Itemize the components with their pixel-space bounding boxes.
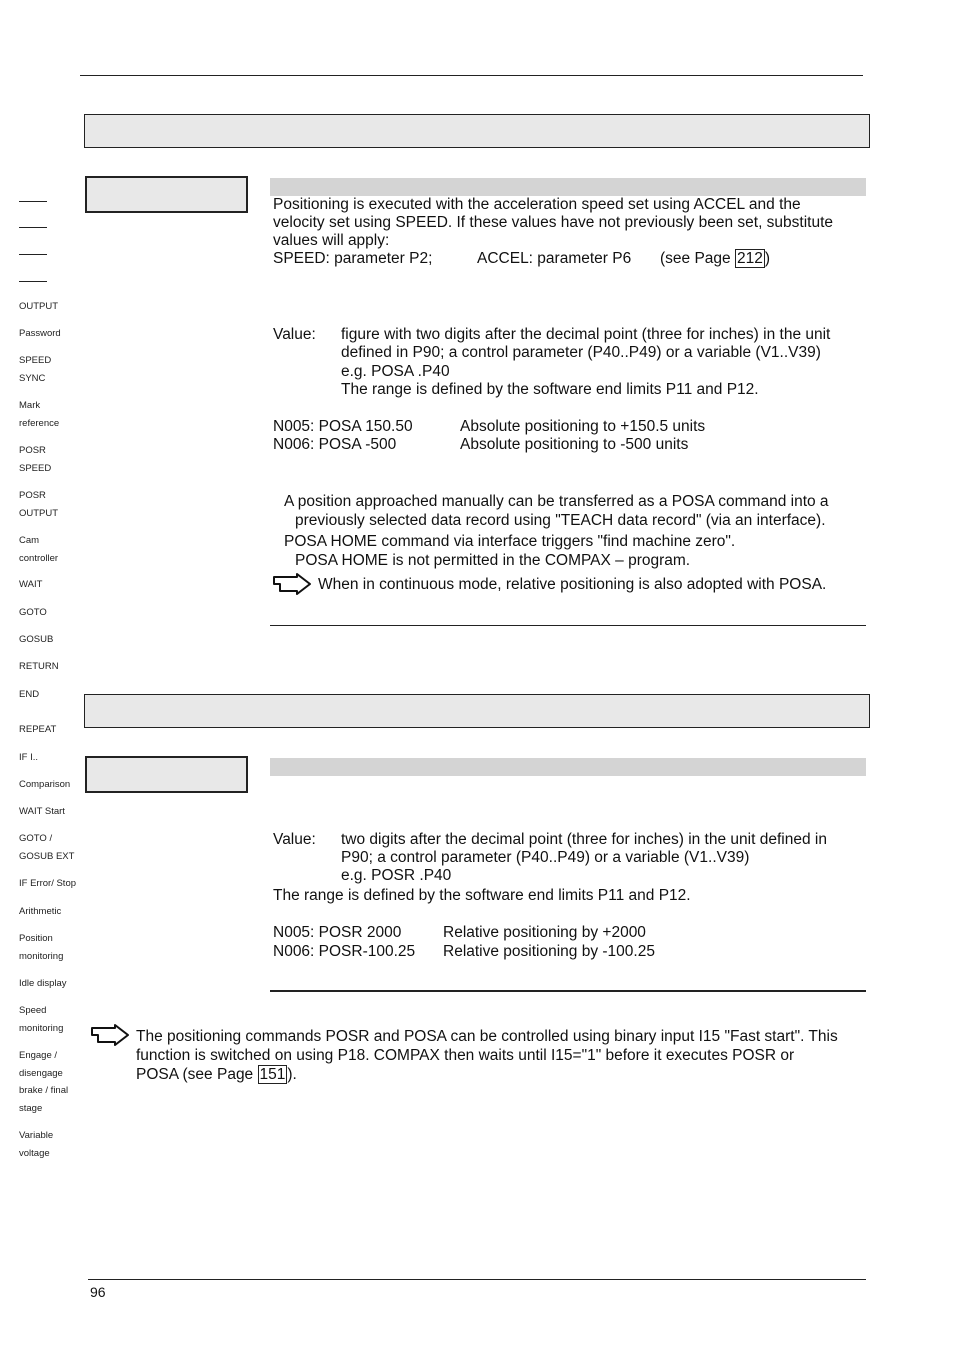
hand-pointer-icon [89, 1024, 131, 1048]
posr-range-line: The range is defined by the software end limits P11 and P12. [273, 887, 691, 904]
sidebar-tick [19, 227, 47, 228]
sidebar-item-goto-gosub-ext[interactable]: GOTO / GOSUB EXT [19, 833, 75, 862]
sidebar-item-gosub[interactable]: GOSUB [19, 634, 54, 645]
posa-see-page: (see Page 212 ) [660, 250, 771, 267]
posa-example-code-2: N006: POSA -500 [273, 436, 397, 453]
posa-value-line-2: defined in P90; a control parameter (P40..P49) or a variable (V1..V39) [341, 344, 821, 361]
footer-rule [88, 1279, 866, 1280]
sidebar-item-position-monitoring[interactable]: Position monitoring [19, 933, 64, 962]
posa-end-rule [270, 625, 866, 626]
posa-tip: When in continuous mode, relative positioning is also adopted with POSA. [318, 576, 827, 593]
footnote-line-1: The positioning commands POSR and POSA can be controlled using binary input I15 "Fast start". This [136, 1028, 838, 1045]
posa-speed-line: SPEED: parameter P2; [273, 250, 433, 267]
posa-intro-line-2: velocity set using SPEED. If these values have not previously been set, substitute [273, 214, 834, 231]
posr-end-rule [270, 990, 866, 992]
sidebar-item-output[interactable]: OUTPUT [19, 301, 59, 312]
posr-example-code-2: N006: POSR-100.25 [273, 943, 416, 960]
sidebar-item-return[interactable]: RETURN [19, 661, 59, 672]
sidebar-item-end[interactable]: END [19, 689, 40, 700]
sidebar-item-cam-controller[interactable]: Cam controller [19, 535, 59, 564]
posa-value-line-3: e.g. POSA .P40 [341, 363, 450, 380]
posa-example-desc-1: Absolute positioning to +150.5 units [460, 418, 706, 435]
section-header-posa [84, 114, 870, 148]
sidebar-item-if-error-stop[interactable]: IF Error/ Stop [19, 878, 77, 889]
posa-note-4: POSA HOME is not permitted in the COMPAX – program. [295, 552, 691, 569]
page-link-151[interactable]: 151 [259, 1066, 286, 1083]
posa-accel-line: ACCEL: parameter P6 [477, 250, 632, 267]
posa-intro-line-1: Positioning is executed with the acceleration speed set using ACCEL and the [273, 196, 801, 213]
sidebar-item-posr-output[interactable]: POSR OUTPUT [19, 490, 59, 519]
sidebar-item-if-i[interactable]: IF I.. [19, 752, 38, 763]
footnote-line-3: POSA (see Page 151 ). [136, 1066, 297, 1083]
section-header-posr [84, 694, 870, 728]
sidebar-item-speed-sync[interactable]: SPEED SYNC [19, 355, 52, 384]
hand-pointer-icon [271, 573, 313, 597]
sidebar-item-variable-voltage[interactable]: Variable voltage [19, 1130, 54, 1159]
sidebar-item-speed-monitoring[interactable]: Speed monitoring [19, 1005, 64, 1034]
sidebar-item-goto[interactable]: GOTO [19, 607, 47, 618]
posa-value-line-1: figure with two digits after the decimal point (three for inches) in the unit [341, 326, 831, 343]
posr-value-label: Value: [273, 831, 316, 848]
sidebar-item-wait[interactable]: WAIT [19, 579, 43, 590]
sidebar-tick [19, 201, 47, 202]
posa-note-3: POSA HOME command via interface triggers "find machine zero". [284, 533, 736, 550]
sidebar-item-idle-display[interactable]: Idle display [19, 978, 67, 989]
sidebar-item-password[interactable]: Password [19, 328, 61, 339]
posr-example-desc-2: Relative positioning by -100.25 [443, 943, 655, 960]
sidebar-item-mark-reference[interactable]: Mark reference [19, 400, 60, 429]
posa-note-1: A position approached manually can be transferred as a POSA command into a [284, 493, 829, 510]
sidebar-tick [19, 254, 47, 255]
posa-example-desc-2: Absolute positioning to -500 units [460, 436, 689, 453]
page-number: 96 [90, 1284, 106, 1300]
syntax-bar-posa [270, 178, 866, 196]
posr-value-line-3: e.g. POSR .P40 [341, 867, 452, 884]
sidebar-item-arithmetic[interactable]: Arithmetic [19, 906, 62, 917]
command-box-posr [85, 756, 248, 793]
sidebar-item-posr-speed[interactable]: POSR SPEED [19, 445, 52, 474]
posr-example-code-1: N005: POSR 2000 [273, 924, 402, 941]
sidebar-item-engage-brake[interactable]: Engage / disengage brake / final stage [19, 1050, 69, 1115]
posa-note-2: previously selected data record using "TEACH data record" (via an interface). [295, 512, 826, 529]
sidebar-item-comparison[interactable]: Comparison [19, 779, 71, 790]
posr-example-desc-1: Relative positioning by +2000 [443, 924, 646, 941]
sidebar-tick [19, 281, 47, 282]
page-link-212[interactable]: 212 [736, 250, 763, 267]
sidebar-item-wait-start[interactable]: WAIT Start [19, 806, 65, 817]
command-box-posa [85, 176, 248, 213]
posr-value-line-1: two digits after the decimal point (three for inches) in the unit defined in [341, 831, 827, 848]
footnote-line-2: function is switched on using P18. COMPAX then waits until I15="1" before it executes POSR or [136, 1047, 795, 1064]
posr-value-line-2: P90; a control parameter (P40..P49) or a variable (V1..V39) [341, 849, 750, 866]
posa-value-label: Value: [273, 326, 316, 343]
posa-example-code-1: N005: POSA 150.50 [273, 418, 413, 435]
header-rule [80, 75, 863, 76]
posa-intro-line-3: values will apply: [273, 232, 390, 249]
syntax-bar-posr [270, 758, 866, 776]
sidebar-item-repeat[interactable]: REPEAT [19, 724, 57, 735]
posa-value-line-4: The range is defined by the software end limits P11 and P12. [341, 381, 759, 398]
